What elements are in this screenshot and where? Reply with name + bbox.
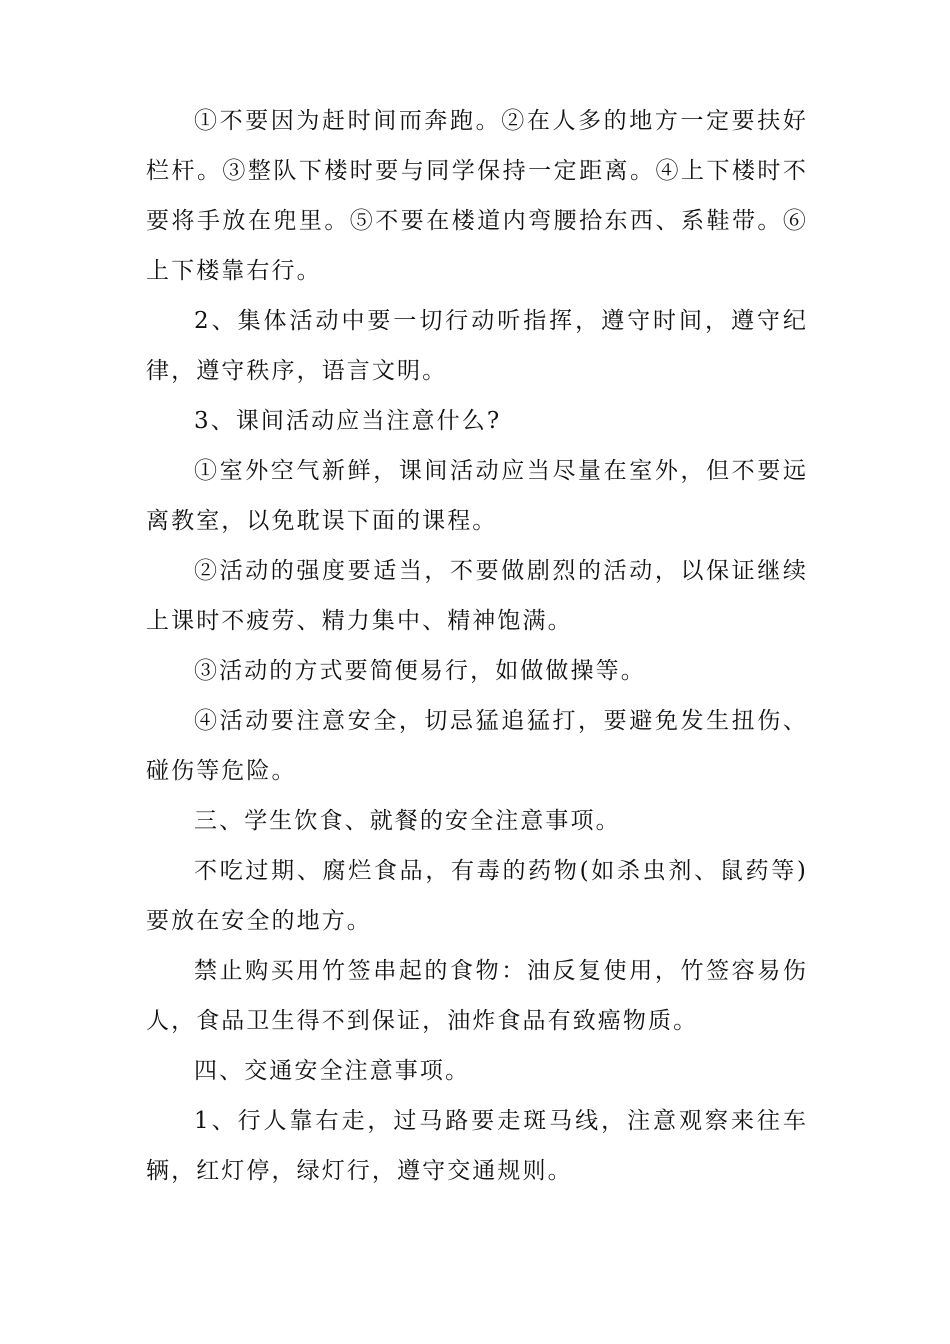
paragraph-traffic-pedestrian: 1、行人靠右走，过马路要走斑马线，注意观察来往车辆，红灯停，绿灯行，遵守交通规则。 [146,1108,808,1184]
document-body [146,96,808,1196]
paragraph-break-intensity: ②活动的强度要适当，不要做剧烈的活动，以保证继续上课时不疲劳、精力集中、精神饱满。 [146,558,808,634]
section-heading-traffic-safety: 四、交通安全注意事项。 [194,1058,471,1084]
paragraph-stairs-rules: ①不要因为赶时间而奔跑。②在人多的地方一定要扶好栏杆。③整队下楼时要与同学保持一定距离。④上下楼时不要将手放在兜里。⑤不要在楼道内弯腰拾东西、系鞋带。⑥上下楼靠右行。 [146,108,808,284]
paragraph-group-activity: 2、集体活动中要一切行动听指挥，遵守时间，遵守纪律，遵守秩序，语言文明。 [146,308,808,384]
paragraph-food-expired: 不吃过期、腐烂食品，有毒的药物(如杀虫剂、鼠药等)要放在安全的地方。 [146,858,808,934]
section-heading-food-safety: 三、学生饮食、就餐的安全注意事项。 [194,808,621,834]
paragraph-break-question: 3、课间活动应当注意什么? [194,408,502,434]
paragraph-break-simple: ③活动的方式要简便易行，如做做操等。 [194,658,646,684]
paragraph-food-skewers: 禁止购买用竹签串起的食物：油反复使用，竹签容易伤人，食品卫生得不到保证，油炸食品有致癌物质。 [146,958,808,1034]
paragraph-break-outdoor: ①室外空气新鲜，课间活动应当尽量在室外，但不要远离教室，以免耽误下面的课程。 [146,458,808,534]
paragraph-break-safety: ④活动要注意安全，切忌猛追猛打，要避免发生扭伤、碰伤等危险。 [146,708,808,784]
